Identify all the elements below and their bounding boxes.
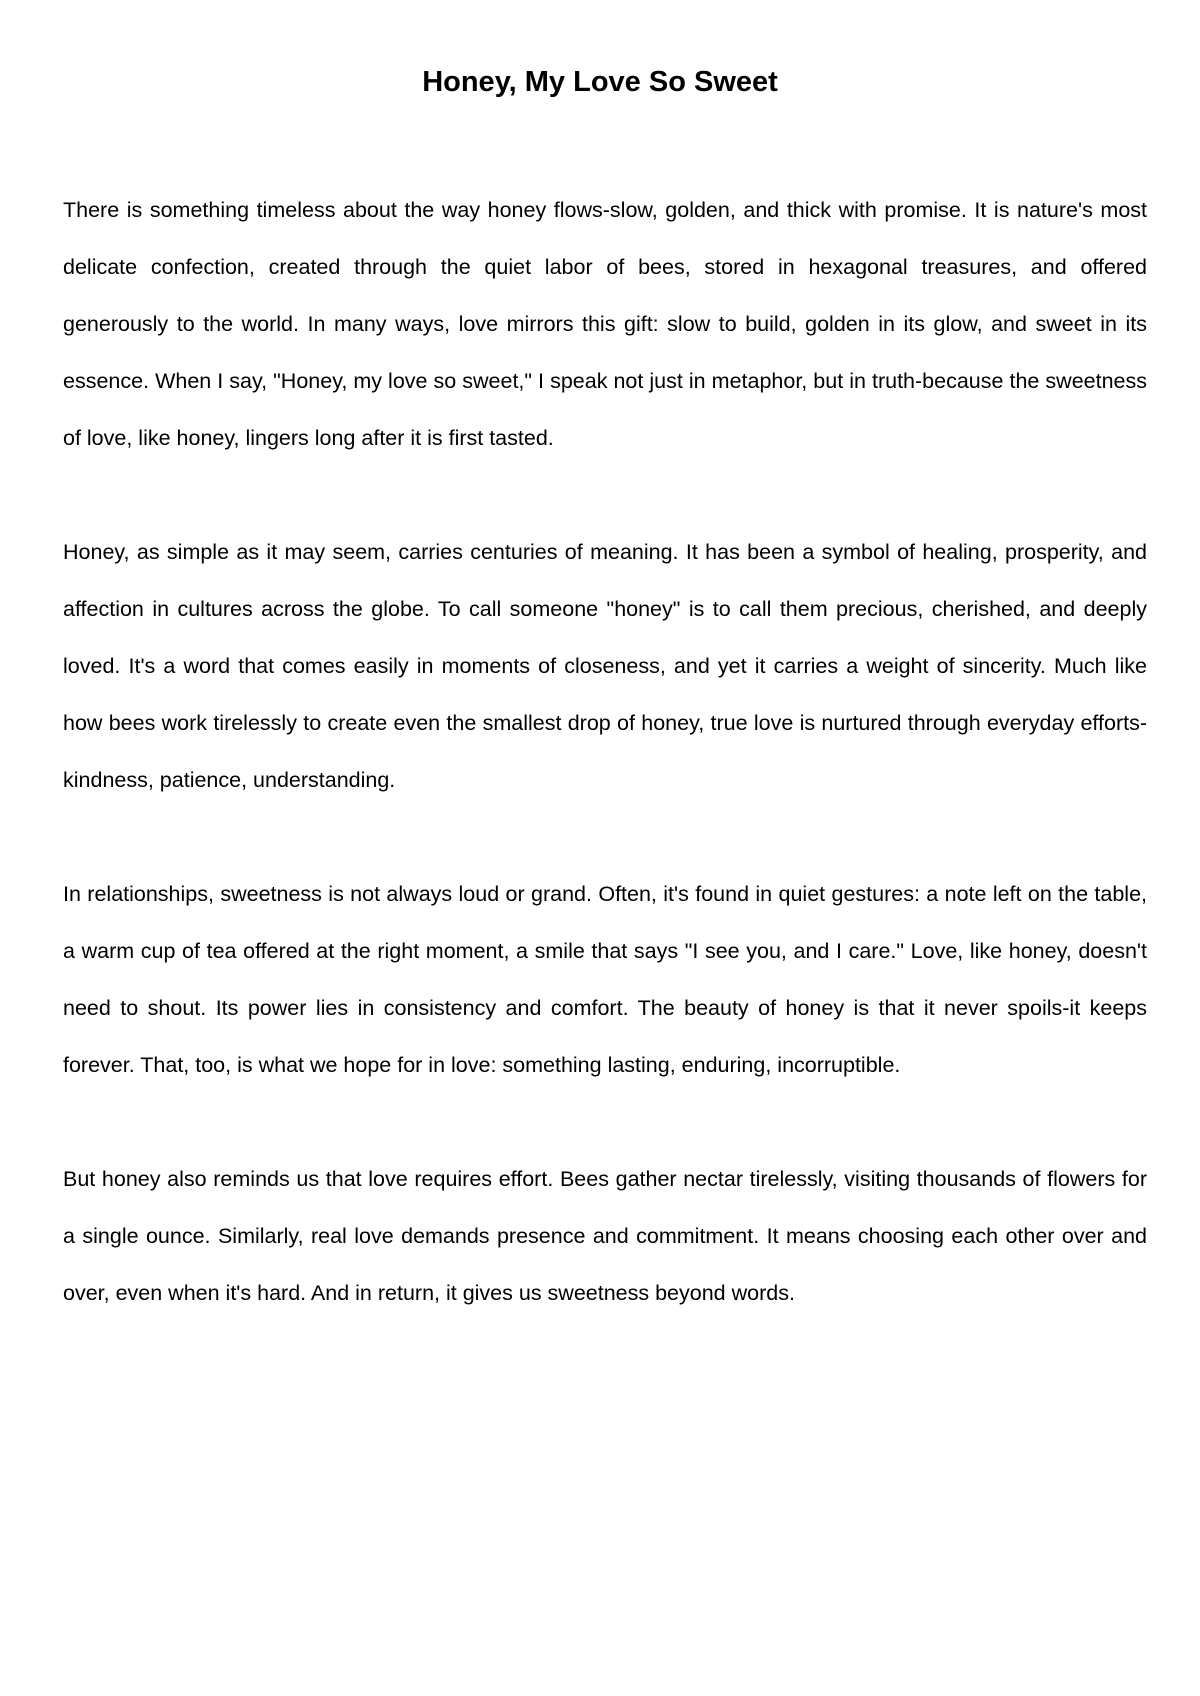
document-title: Honey, My Love So Sweet <box>422 66 778 98</box>
paragraph-2: Honey, as simple as it may seem, carries centuries of meaning. It has been a symbol of healing, prosperity, and affection in cultures across the globe. To call someone "honey" is to call them precious, cherished, and deeply loved. It's a word that comes easily in moments of closeness, and yet it carries a weight of sincerity. Much like how bees work tirelessly to create even the smallest drop of honey, true love is nurtured through everyday efforts-kindness, patience, understanding. <box>63 540 1147 792</box>
paragraph-3: In relationships, sweetness is not always loud or grand. Often, it's found in quiet gestures: a note left on the table, a warm cup of tea offered at the right moment, a smile that says "I see you, and I care." Love, like honey, doesn't need to shout. Its power lies in consistency and comfort. The beauty of honey is that it never spoils-it keeps forever. That, too, is what we hope for in love: something lasting, enduring, incorruptible. <box>63 882 1147 1077</box>
paragraph-1: There is something timeless about the way honey flows-slow, golden, and thick with promise. It is nature's most delicate confection, created through the quiet labor of bees, stored in hexagonal treasures, and offered generously to the world. In many ways, love mirrors this gift: slow to build, golden in its glow, and sweet in its essence. When I say, "Honey, my love so sweet," I speak not just in metaphor, but in truth-because the sweetness of love, like honey, lingers long after it is first tasted. <box>63 198 1147 450</box>
paragraph-4: But honey also reminds us that love requires effort. Bees gather nectar tirelessly, visiting thousands of flowers for a single ounce. Similarly, real love demands presence and commitment. It means choosing each other over and over, even when it's hard. And in return, it gives us sweetness beyond words. <box>63 1167 1147 1305</box>
document-body <box>63 182 1147 1379</box>
